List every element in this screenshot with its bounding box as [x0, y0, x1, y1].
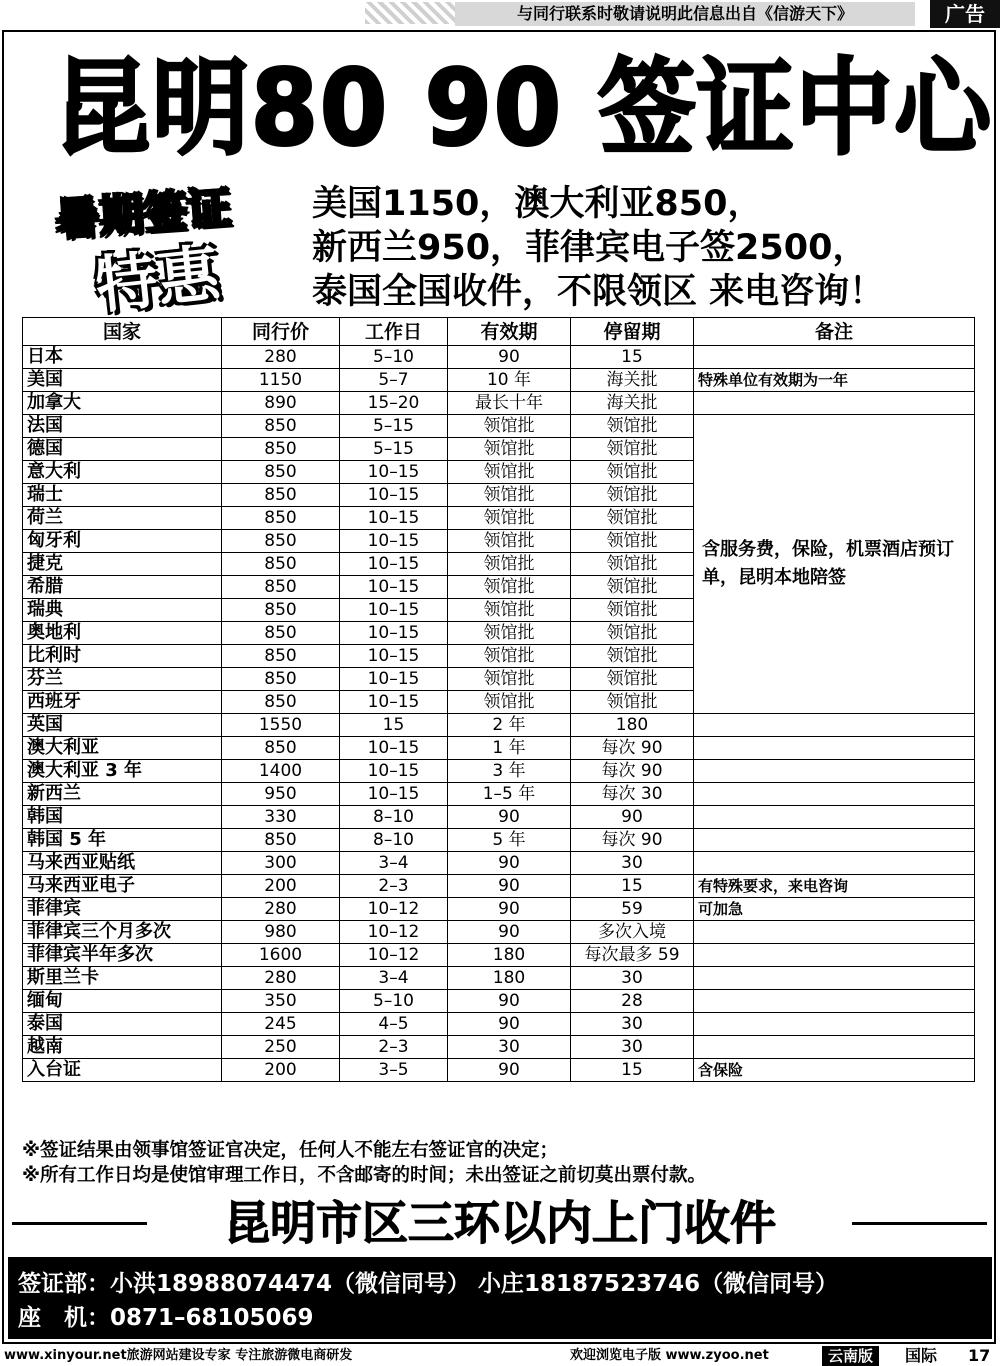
cell-validity: 领馆批: [448, 576, 571, 599]
table-row: [23, 369, 975, 392]
cell-price: 850: [222, 829, 340, 852]
cell-remarks: [694, 990, 975, 1013]
cell-country: 瑞典: [23, 599, 222, 622]
cell-price: 850: [222, 415, 340, 438]
cell-remarks: [694, 760, 975, 783]
notes: [22, 1138, 982, 1188]
cell-price: 245: [222, 1013, 340, 1036]
cell-validity: 1–5 年: [448, 783, 571, 806]
cell-country: 匈牙利: [23, 530, 222, 553]
cell-price: 850: [222, 461, 340, 484]
cell-validity: 90: [448, 806, 571, 829]
cell-price: 1400: [222, 760, 340, 783]
cell-workdays: 10–15: [340, 622, 448, 645]
cell-price: 850: [222, 668, 340, 691]
cell-price: 280: [222, 346, 340, 369]
cell-country: 菲律宾: [23, 898, 222, 921]
cell-validity: 30: [448, 1036, 571, 1059]
cell-price: 850: [222, 438, 340, 461]
cell-country: 加拿大: [23, 392, 222, 415]
table-row: [23, 898, 975, 921]
cell-remarks: [694, 806, 975, 829]
contact-dept-row: [18, 1265, 838, 1298]
cell-country: 瑞士: [23, 484, 222, 507]
service-text: 昆明市区三环以内上门收件: [224, 1196, 776, 1250]
cell-stay: 多次入境: [571, 921, 694, 944]
cell-workdays: 10–15: [340, 576, 448, 599]
cell-validity: 领馆批: [448, 530, 571, 553]
cell-price: 280: [222, 967, 340, 990]
cell-stay: 领馆批: [571, 415, 694, 438]
cell-workdays: 5–10: [340, 990, 448, 1013]
cell-remarks: 含保险: [694, 1059, 975, 1082]
cell-validity: 180: [448, 967, 571, 990]
page-title: 昆明80 90 签证中心: [53, 47, 993, 169]
cell-stay: 90: [571, 806, 694, 829]
cell-stay: 15: [571, 875, 694, 898]
cell-price: 850: [222, 530, 340, 553]
cell-price: 200: [222, 1059, 340, 1082]
cell-workdays: 10–15: [340, 645, 448, 668]
cell-workdays: 10–15: [340, 783, 448, 806]
cell-remarks: 可加急: [694, 898, 975, 921]
header-remarks: 备注: [694, 318, 975, 346]
badge-line2: 特惠: [92, 236, 224, 323]
table-row: [23, 990, 975, 1013]
cell-price: 250: [222, 1036, 340, 1059]
cell-workdays: 5–10: [340, 346, 448, 369]
cell-stay: 领馆批: [571, 553, 694, 576]
table-row: [23, 967, 975, 990]
cell-price: 950: [222, 783, 340, 806]
cell-country: 法国: [23, 415, 222, 438]
cell-price: 850: [222, 599, 340, 622]
service-banner: [0, 1194, 1000, 1252]
footer-section: 国际: [905, 1346, 938, 1365]
cell-workdays: 8–10: [340, 829, 448, 852]
table-row: [23, 392, 975, 415]
cell-country: 捷克: [23, 553, 222, 576]
cell-price: 350: [222, 990, 340, 1013]
cell-validity: 领馆批: [448, 668, 571, 691]
cell-validity: 2 年: [448, 714, 571, 737]
header-workdays: 工作日: [340, 318, 448, 346]
cell-stay: 领馆批: [571, 691, 694, 714]
divider-left: [12, 1222, 147, 1225]
cell-workdays: 15–20: [340, 392, 448, 415]
cell-workdays: 10–12: [340, 921, 448, 944]
contact-phone-value: 0871–68105069: [110, 1305, 314, 1331]
cell-country: 比利时: [23, 645, 222, 668]
cell-price: 200: [222, 875, 340, 898]
cell-workdays: 3–4: [340, 852, 448, 875]
cell-stay: 30: [571, 1013, 694, 1036]
footer-edition: 云南版: [822, 1346, 879, 1366]
cell-stay: 28: [571, 990, 694, 1013]
promo-line2: 新西兰950，菲律宾电子签2500，: [312, 228, 868, 268]
cell-remarks: [694, 346, 975, 369]
cell-price: 1150: [222, 369, 340, 392]
table-row: [23, 1059, 975, 1082]
cell-validity: 领馆批: [448, 691, 571, 714]
badge-line1: 暑期签证: [53, 182, 233, 247]
cell-remarks: 有特殊要求，来电咨询: [694, 875, 975, 898]
cell-workdays: 10–15: [340, 737, 448, 760]
cell-workdays: 15: [340, 714, 448, 737]
cell-stay: 每次最多 59: [571, 944, 694, 967]
ad-tag: 广告: [930, 0, 1000, 28]
cell-validity: 领馆批: [448, 484, 571, 507]
cell-country: 新西兰: [23, 783, 222, 806]
cell-price: 1600: [222, 944, 340, 967]
cell-country: 入台证: [23, 1059, 222, 1082]
cell-validity: 3 年: [448, 760, 571, 783]
cell-workdays: 2–3: [340, 875, 448, 898]
cell-price: 850: [222, 645, 340, 668]
cell-validity: 90: [448, 852, 571, 875]
cell-stay: 30: [571, 852, 694, 875]
table-header-row: [23, 318, 975, 346]
cell-country: 日本: [23, 346, 222, 369]
table-row: [23, 737, 975, 760]
cell-price: 850: [222, 484, 340, 507]
cell-country: 芬兰: [23, 668, 222, 691]
cell-validity: 90: [448, 898, 571, 921]
note-line1: ※签证结果由领事馆签证官决定，任何人不能左右签证官的决定；: [22, 1140, 558, 1161]
cell-stay: 领馆批: [571, 599, 694, 622]
cell-stay: 30: [571, 1036, 694, 1059]
cell-validity: 最长十年: [448, 392, 571, 415]
cell-workdays: 8–10: [340, 806, 448, 829]
cell-country: 马来西亚贴纸: [23, 852, 222, 875]
cell-country: 意大利: [23, 461, 222, 484]
cell-country: 斯里兰卡: [23, 967, 222, 990]
cell-validity: 领馆批: [448, 622, 571, 645]
cell-workdays: 10–12: [340, 944, 448, 967]
cell-stay: 每次 90: [571, 760, 694, 783]
cell-remarks: [694, 392, 975, 415]
cell-country: 越南: [23, 1036, 222, 1059]
cell-validity: 90: [448, 875, 571, 898]
cell-stay: 每次 30: [571, 783, 694, 806]
cell-price: 850: [222, 576, 340, 599]
cell-remarks: 特殊单位有效期为一年: [694, 369, 975, 392]
cell-country: 希腊: [23, 576, 222, 599]
cell-remarks: [694, 829, 975, 852]
cell-validity: 90: [448, 346, 571, 369]
cell-remarks: [694, 737, 975, 760]
cell-validity: 领馆批: [448, 438, 571, 461]
cell-workdays: 10–15: [340, 461, 448, 484]
cell-stay: 每次 90: [571, 737, 694, 760]
cell-price: 850: [222, 553, 340, 576]
table-row: [23, 875, 975, 898]
cell-validity: 5 年: [448, 829, 571, 852]
cell-price: 850: [222, 691, 340, 714]
divider-right: [852, 1222, 987, 1225]
cell-stay: 180: [571, 714, 694, 737]
header-validity: 有效期: [448, 318, 571, 346]
footer: [0, 1346, 1000, 1366]
table-row: [23, 346, 975, 369]
cell-remarks: [694, 783, 975, 806]
header-stay: 停留期: [571, 318, 694, 346]
cell-country: 澳大利亚: [23, 737, 222, 760]
cell-validity: 领馆批: [448, 553, 571, 576]
cell-price: 280: [222, 898, 340, 921]
cell-validity: 90: [448, 921, 571, 944]
contact-dept-label: 签证部：: [18, 1271, 110, 1297]
table-row: [23, 783, 975, 806]
page-number: 17: [968, 1346, 991, 1365]
table-row: [23, 944, 975, 967]
cell-stay: 59: [571, 898, 694, 921]
cell-country: 韩国 5 年: [23, 829, 222, 852]
header-notice: 与同行联系时敬请说明此信息出自《信游天下》: [455, 2, 915, 26]
cell-validity: 90: [448, 1013, 571, 1036]
cell-remarks: [694, 921, 975, 944]
cell-stay: 领馆批: [571, 484, 694, 507]
cell-stay: 每次 90: [571, 829, 694, 852]
cell-country: 美国: [23, 369, 222, 392]
cell-country: 西班牙: [23, 691, 222, 714]
footer-right: 欢迎浏览电子版 www.zyoo.net: [570, 1348, 769, 1363]
table-row: [23, 714, 975, 737]
cell-validity: 领馆批: [448, 461, 571, 484]
cell-stay: 领馆批: [571, 622, 694, 645]
promo-line3: 泰国全国收件，不限领区 来电咨询！: [312, 272, 885, 312]
cell-validity: 90: [448, 1059, 571, 1082]
table-row: [23, 760, 975, 783]
cell-stay: 海关批: [571, 392, 694, 415]
cell-workdays: 10–15: [340, 691, 448, 714]
cell-remarks: [694, 1036, 975, 1059]
cell-country: 菲律宾三个月多次: [23, 921, 222, 944]
cell-validity: 10 年: [448, 369, 571, 392]
cell-remarks-schengen: 含服务费，保险，机票酒店预订单，昆明本地陪签: [694, 415, 975, 714]
cell-price: 330: [222, 806, 340, 829]
cell-price: 980: [222, 921, 340, 944]
contact-box: [8, 1257, 992, 1339]
cell-country: 马来西亚电子: [23, 875, 222, 898]
cell-stay: 领馆批: [571, 645, 694, 668]
cell-workdays: 4–5: [340, 1013, 448, 1036]
cell-validity: 领馆批: [448, 415, 571, 438]
cell-workdays: 10–15: [340, 530, 448, 553]
cell-country: 德国: [23, 438, 222, 461]
table-row: [23, 806, 975, 829]
cell-country: 奥地利: [23, 622, 222, 645]
cell-workdays: 10–15: [340, 553, 448, 576]
cell-stay: 领馆批: [571, 507, 694, 530]
cell-remarks: [694, 1013, 975, 1036]
promo-text: [312, 182, 992, 314]
cell-workdays: 5–15: [340, 415, 448, 438]
cell-workdays: 2–3: [340, 1036, 448, 1059]
cell-price: 890: [222, 392, 340, 415]
table-row: [23, 415, 975, 438]
cell-price: 850: [222, 737, 340, 760]
cell-validity: 180: [448, 944, 571, 967]
cell-country: 泰国: [23, 1013, 222, 1036]
cell-price: 1550: [222, 714, 340, 737]
table-row: [23, 1036, 975, 1059]
cell-stay: 领馆批: [571, 530, 694, 553]
cell-workdays: 10–15: [340, 668, 448, 691]
cell-validity: 领馆批: [448, 507, 571, 530]
cell-country: 韩国: [23, 806, 222, 829]
cell-country: 英国: [23, 714, 222, 737]
visa-price-table: [22, 317, 975, 1082]
cell-stay: 15: [571, 1059, 694, 1082]
cell-remarks: [694, 714, 975, 737]
table-row: [23, 921, 975, 944]
cell-country: 缅甸: [23, 990, 222, 1013]
cell-stay: 领馆批: [571, 668, 694, 691]
cell-stay: 海关批: [571, 369, 694, 392]
cell-workdays: 10–15: [340, 507, 448, 530]
cell-stay: 领馆批: [571, 576, 694, 599]
cell-workdays: 10–15: [340, 760, 448, 783]
cell-workdays: 5–7: [340, 369, 448, 392]
cell-stay: 15: [571, 346, 694, 369]
promo-line1: 美国1150，澳大利亚850，: [312, 184, 763, 224]
cell-workdays: 10–12: [340, 898, 448, 921]
cell-workdays: 5–15: [340, 438, 448, 461]
cell-remarks: [694, 852, 975, 875]
cell-country: 荷兰: [23, 507, 222, 530]
promo-badge: [53, 178, 305, 323]
table-row: [23, 1013, 975, 1036]
cell-price: 850: [222, 622, 340, 645]
table-row: [23, 852, 975, 875]
header-country: 国家: [23, 318, 222, 346]
cell-remarks: [694, 967, 975, 990]
cell-stay: 领馆批: [571, 438, 694, 461]
cell-price: 300: [222, 852, 340, 875]
cell-workdays: 3–5: [340, 1059, 448, 1082]
cell-validity: 领馆批: [448, 645, 571, 668]
cell-country: 菲律宾半年多次: [23, 944, 222, 967]
footer-left: www.xinyour.net旅游网站建设专家 专注旅游微电商研发: [4, 1348, 353, 1363]
cell-stay: 30: [571, 967, 694, 990]
checker-pattern: [365, 2, 460, 24]
cell-validity: 领馆批: [448, 599, 571, 622]
cell-remarks: [694, 944, 975, 967]
contact-dept-value: 小洪18988074474（微信同号） 小庄18187523746（微信同号）: [110, 1271, 839, 1297]
cell-validity: 1 年: [448, 737, 571, 760]
cell-price: 850: [222, 507, 340, 530]
cell-stay: 领馆批: [571, 461, 694, 484]
contact-phone-label: 座 机：: [18, 1305, 110, 1331]
header-price: 同行价: [222, 318, 340, 346]
cell-country: 澳大利亚 3 年: [23, 760, 222, 783]
cell-workdays: 3–4: [340, 967, 448, 990]
cell-workdays: 10–15: [340, 484, 448, 507]
top-bar: [0, 0, 1000, 30]
table-row: [23, 829, 975, 852]
contact-phone-row: [18, 1299, 314, 1332]
note-line2: ※所有工作日均是使馆审理工作日，不含邮寄的时间；未出签证之前切莫出票付款。: [22, 1165, 706, 1186]
cell-workdays: 10–15: [340, 599, 448, 622]
cell-validity: 90: [448, 990, 571, 1013]
